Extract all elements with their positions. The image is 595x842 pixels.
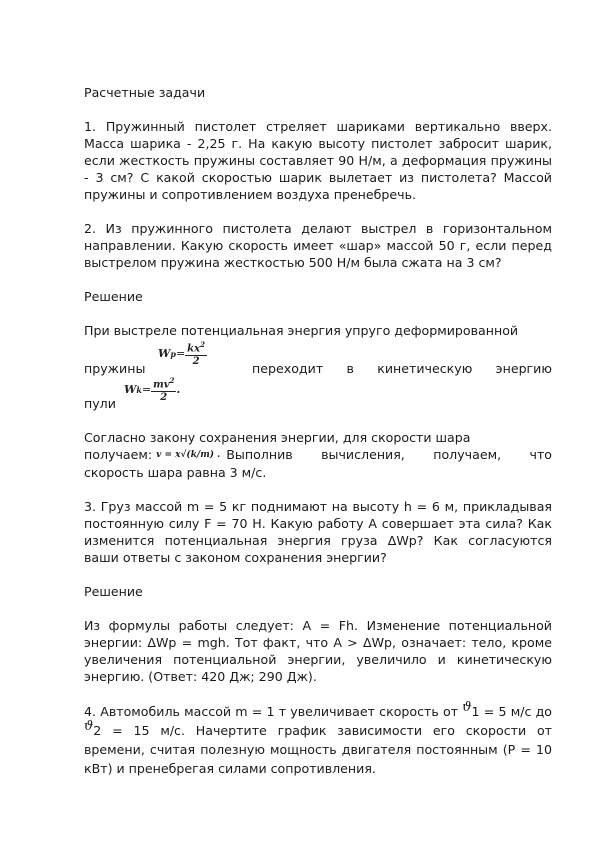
word-springs: пружины xyxy=(84,361,146,376)
task-3: 3. Груз массой m = 5 кг поднимают на высоту h = 6 м, прикладывая постоянную силу F = 70 Н. Какую работу А совершает эта сила? Как изменится потенциальная энергия груза ΔWp? Как согласуются ваши ответы с законом сохранения энергии? xyxy=(84,499,552,565)
solution-2: Из формулы работы следует: А = Fh. Изменение потенциальной энергии: ΔWp = mgh. Тот факт, что А > ΔWp, означает: тело, кроме увеличения потенциальной энергии, увеличило и кинетическую энергию. (Ответ: 420 Дж; 290 Дж). xyxy=(84,618,552,684)
theta-symbol-2: ϑ xyxy=(84,718,94,734)
solution-label-2: Решение xyxy=(84,584,143,599)
task-1: 1. Пружинный пистолет стреляет шариками вертикально вверх. Масса шарика - 2,25 г. На какую высоту пистолет забросит шарик, если жесткость пружины составляет 90 Н/м, а деформация пружины - 3 см? С какой скоростью шарик вылетает из пистолета? Массой пружины и сопротивлением воздуха пренебречь. xyxy=(84,119,552,202)
solution-1-line-1: При выстреле потенциальная энергия упруго деформированной xyxy=(84,323,519,338)
formula-velocity: v = x√(k/m) . xyxy=(156,450,221,460)
solution-1-line-2: пружины переходит в кинетическую энергию xyxy=(84,361,552,376)
word-bullet: пули xyxy=(84,396,116,411)
document-page xyxy=(84,84,552,778)
task-2: 2. Из пружинного пистолета делают выстрел в горизонтальном направлении. Какую скорость имеет «шар» массой 50 г, если перед выстрелом пружина жесткостью 500 Н/м была сжата на 3 см? xyxy=(84,221,552,270)
solution-label: Решение xyxy=(84,289,143,304)
task-4: 4. Автомобиль массой m = 1 т увеличивает скорость от ϑ1 = 5 м/с до ϑ2 = 15 м/с. Начертите график зависимости его скорости от времени, считая полезную мощность двигателя постоянным (Р = 10 кВт) и пренебрегая силами сопротивления. xyxy=(84,699,552,776)
theta-symbol-1: ϑ xyxy=(462,699,472,715)
page-title: Расчетные задачи xyxy=(84,85,206,100)
solution-1-calc-line: получаем: v = x√(k/m) . Выполнив вычисления, получаем, что xyxy=(84,447,552,462)
formula-kinetic-energy: W k = $\frac{mv^2}{2}$ . xyxy=(124,376,181,404)
solution-1-result: скорость шара равна 3 м/с. xyxy=(84,465,267,480)
formula-potential-energy: W p = $\frac{kx^2}{2}$ xyxy=(158,340,205,368)
solution-1-law: Согласно закону сохранения энергии, для скорости шара xyxy=(84,430,471,445)
